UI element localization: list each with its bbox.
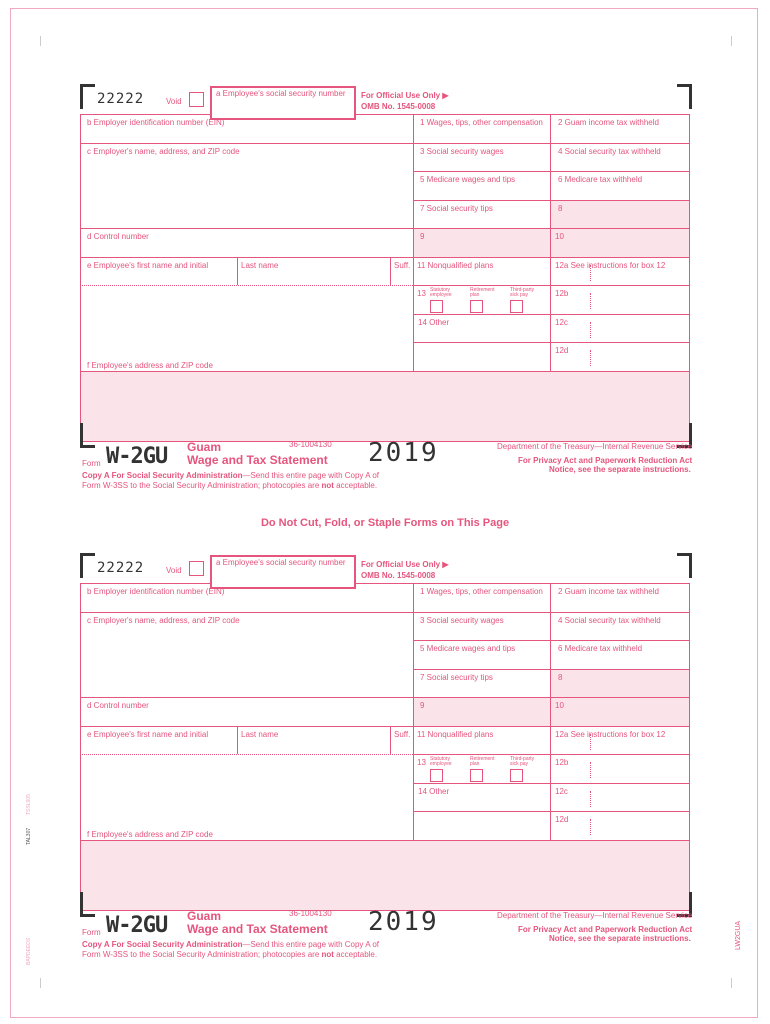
box2-label[interactable]: 2 Guam income tax withheld (558, 587, 659, 596)
form-title-guam: Guam (187, 909, 222, 923)
trim-mark-bottom-right (731, 978, 732, 988)
trim-mark-top-right (731, 36, 732, 46)
trim-mark-bottom-left (40, 978, 41, 988)
margin-code-3: BAPDEEDS (26, 937, 32, 965)
dotted-separator (80, 285, 413, 286)
form-word: Form (82, 459, 101, 468)
box12-code-separator (590, 762, 592, 778)
copy-a-line2a: Form W-3SS to the Social Security Administration; photocopies are (82, 950, 322, 959)
line-v (390, 726, 391, 754)
line-h (413, 171, 689, 172)
box1-label[interactable]: 1 Wages, tips, other compensation (420, 587, 543, 596)
copy-a-text: —Send this entire page with Copy A of (242, 471, 379, 480)
line-v (80, 583, 81, 910)
line-h (413, 143, 689, 144)
box12b-label[interactable]: 12b (555, 758, 569, 767)
line-v (237, 257, 238, 285)
box13-label: 13 (417, 289, 426, 298)
form-title-guam: Guam (187, 440, 222, 454)
side-code: LW2GUA (735, 920, 742, 950)
box12c-label[interactable]: 12c (555, 318, 568, 327)
retirement-plan-checkbox[interactable] (470, 300, 483, 313)
box4-label[interactable]: 4 Social security tax withheld (558, 616, 661, 625)
line-h (80, 371, 689, 372)
form-name: W-2GU (106, 913, 168, 938)
corner-bracket-tl (80, 84, 95, 109)
form-title-wage: Wage and Tax Statement (187, 922, 328, 936)
box12-code-separator (590, 293, 592, 309)
margin-code-1: TAL307 (26, 827, 32, 845)
ssn-label: a Employee's social security number (216, 558, 346, 567)
copy-a-heading: Copy A For Social Security Administration (82, 471, 243, 480)
employee-suffix-label[interactable]: Suff. (394, 261, 411, 270)
line-h (413, 200, 689, 201)
box12-code-separator (590, 819, 592, 835)
employee-first-name-label[interactable]: e Employee's first name and initial (87, 730, 209, 739)
box9-label[interactable]: 9 (420, 232, 425, 241)
box9-label[interactable]: 9 (420, 701, 425, 710)
ein-label[interactable]: b Employer identification number (EIN) (87, 587, 225, 596)
line-v (390, 257, 391, 285)
line-h (413, 314, 689, 315)
line-h (80, 228, 413, 229)
box12d-label[interactable]: 12d (555, 815, 569, 824)
box9-shade (413, 697, 550, 726)
third-party-sick-pay-label: Third-party sick pay (510, 756, 535, 767)
box13-label: 13 (417, 758, 426, 767)
copy-a-instructions (82, 471, 379, 491)
box11-label[interactable]: 11 Nonqualified plans (417, 261, 494, 270)
box7-label[interactable]: 7 Social security tips (420, 204, 493, 213)
statutory-employee-checkbox[interactable] (430, 300, 443, 313)
line-h (413, 754, 689, 755)
copy-a-line2a: Form W-3SS to the Social Security Administration; photocopies are (82, 481, 322, 490)
omb-number: OMB No. 1545-0008 (361, 102, 436, 111)
line-v (237, 726, 238, 754)
copy-a-not: not (321, 950, 334, 959)
copy-a-heading: Copy A For Social Security Administration (82, 940, 243, 949)
box7-label[interactable]: 7 Social security tips (420, 673, 493, 682)
catalog-number: 36-1004130 (289, 440, 332, 449)
employee-suffix-label[interactable]: Suff. (394, 730, 411, 739)
irs-department: Department of the Treasury—Internal Revenue Service (497, 911, 693, 920)
box12a-label[interactable]: 12a See instructions for box 12 (555, 261, 666, 270)
corner-bracket-bl (80, 423, 95, 448)
void-checkbox[interactable] (189, 561, 204, 576)
statutory-employee-label: Statutory employee (430, 756, 452, 767)
copy-a-text: —Send this entire page with Copy A of (242, 940, 379, 949)
box12b-label[interactable]: 12b (555, 289, 569, 298)
control-number-label[interactable]: d Control number (87, 701, 149, 710)
box14-label[interactable]: 14 Other (418, 318, 450, 327)
trim-mark-top-left (40, 36, 41, 46)
box12c-label[interactable]: 12c (555, 787, 568, 796)
margin-code-2: TSSL905 (26, 794, 32, 815)
statutory-employee-label: Statutory employee (430, 287, 452, 298)
catalog-number: 36-1004130 (289, 909, 332, 918)
line-h (80, 114, 689, 115)
retirement-plan-checkbox[interactable] (470, 769, 483, 782)
copy-a-line2b: acceptable. (333, 481, 378, 490)
void-checkbox[interactable] (189, 92, 204, 107)
line-h (413, 640, 689, 641)
tax-year: 2019 (368, 438, 439, 468)
tax-year: 2019 (368, 907, 439, 937)
box6-label[interactable]: 6 Medicare tax withheld (558, 175, 643, 184)
copy-a-not: not (321, 481, 334, 490)
line-h (80, 583, 689, 584)
corner-bracket-tr (677, 84, 692, 109)
address-shade (80, 371, 689, 441)
control-number-label[interactable]: d Control number (87, 232, 149, 241)
box12-code-separator (590, 322, 592, 338)
irs-department: Department of the Treasury—Internal Revenue Service (497, 442, 693, 451)
official-use-label: For Official Use Only ▶ (361, 91, 449, 100)
omb-number: OMB No. 1545-0008 (361, 571, 436, 580)
form-name: W-2GU (106, 444, 168, 469)
corner-bracket-tl (80, 553, 95, 578)
line-v (413, 583, 414, 840)
retirement-plan-label: Retirement plan (470, 287, 495, 298)
privacy-notice-2: Notice, see the separate instructions. (549, 465, 691, 474)
box12a-label[interactable]: 12a See instructions for box 12 (555, 730, 666, 739)
void-label: Void (166, 566, 182, 575)
address-shade (80, 840, 689, 910)
third-party-sick-pay-label: Third-party sick pay (510, 287, 535, 298)
employee-last-name-label[interactable]: Last name (241, 730, 279, 739)
employee-first-name-label[interactable]: e Employee's first name and initial (87, 261, 209, 270)
line-h (413, 669, 689, 670)
box2-label[interactable]: 2 Guam income tax withheld (558, 118, 659, 127)
box3-label[interactable]: 3 Social security wages (420, 616, 504, 625)
line-h (80, 612, 413, 613)
corner-bracket-tr (677, 553, 692, 578)
dotted-separator (80, 754, 413, 755)
box14-label[interactable]: 14 Other (418, 787, 450, 796)
third-party-sick-pay-checkbox[interactable] (510, 769, 523, 782)
box12-code-separator (590, 791, 592, 807)
box12-code-separator (590, 350, 592, 366)
line-v (689, 583, 690, 910)
box10-label[interactable]: 10 (555, 232, 564, 241)
box5-label[interactable]: 5 Medicare wages and tips (420, 175, 516, 184)
privacy-notice-2: Notice, see the separate instructions. (549, 934, 691, 943)
box9-shade (413, 228, 550, 257)
do-not-cut-message: Do Not Cut, Fold, or Staple Forms on This Page (260, 517, 510, 529)
form-word: Form (82, 928, 101, 937)
void-label: Void (166, 97, 182, 106)
box1-label[interactable]: 1 Wages, tips, other compensation (420, 118, 543, 127)
box3-label[interactable]: 3 Social security wages (420, 147, 504, 156)
line-h (413, 612, 689, 613)
line-h (80, 257, 689, 258)
employer-name-label[interactable]: c Employer's name, address, and ZIP code (87, 616, 240, 625)
employee-last-name-label[interactable]: Last name (241, 261, 279, 270)
line-h (413, 783, 689, 784)
line-h (80, 143, 413, 144)
copy-a-instructions (82, 940, 379, 960)
line-h (80, 697, 413, 698)
line-h (80, 840, 689, 841)
official-use-label: For Official Use Only ▶ (361, 560, 449, 569)
line-h (413, 811, 689, 812)
box10-label[interactable]: 10 (555, 701, 564, 710)
line-v (80, 114, 81, 441)
ein-label[interactable]: b Employer identification number (EIN) (87, 118, 225, 127)
form-title-wage: Wage and Tax Statement (187, 453, 328, 467)
statutory-employee-checkbox[interactable] (430, 769, 443, 782)
retirement-plan-label: Retirement plan (470, 756, 495, 767)
employee-address-label[interactable]: f Employee's address and ZIP code (87, 830, 213, 839)
line-h (413, 285, 689, 286)
box8-label[interactable]: 8 (558, 204, 563, 213)
box-22222: 22222 (97, 560, 145, 576)
corner-bracket-bl (80, 892, 95, 917)
employee-address-label[interactable]: f Employee's address and ZIP code (87, 361, 213, 370)
box8-label[interactable]: 8 (558, 673, 563, 682)
box12d-label[interactable]: 12d (555, 346, 569, 355)
third-party-sick-pay-checkbox[interactable] (510, 300, 523, 313)
line-h (413, 342, 689, 343)
box-22222: 22222 (97, 91, 145, 107)
line-h (80, 726, 689, 727)
copy-a-line2b: acceptable. (333, 950, 378, 959)
ssn-label: a Employee's social security number (216, 89, 346, 98)
privacy-notice-1: For Privacy Act and Paperwork Reduction Act (518, 456, 693, 465)
employer-name-label[interactable]: c Employer's name, address, and ZIP code (87, 147, 240, 156)
line-v (550, 114, 551, 371)
line-v (550, 583, 551, 840)
line-v (413, 114, 414, 371)
box6-label[interactable]: 6 Medicare tax withheld (558, 644, 643, 653)
privacy-notice-1: For Privacy Act and Paperwork Reduction Act (518, 925, 693, 934)
line-h (413, 228, 689, 229)
line-v (689, 114, 690, 441)
box11-label[interactable]: 11 Nonqualified plans (417, 730, 494, 739)
line-h (413, 697, 689, 698)
box4-label[interactable]: 4 Social security tax withheld (558, 147, 661, 156)
box5-label[interactable]: 5 Medicare wages and tips (420, 644, 516, 653)
